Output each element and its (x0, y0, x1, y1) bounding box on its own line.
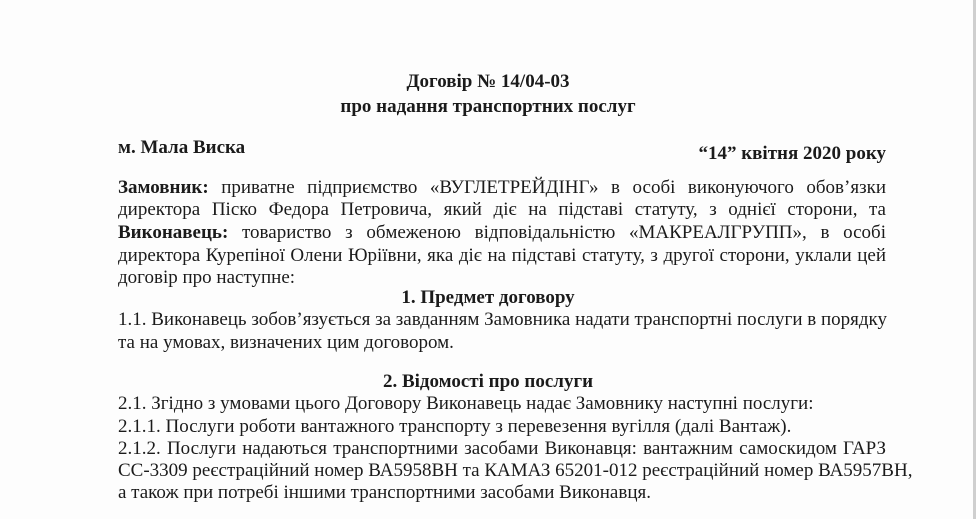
contractor-label: Виконавець: (118, 222, 229, 243)
section-2-heading: 2. Відомості про послуги (382, 371, 594, 392)
preamble-line-2: директора Піско Федора Петровича, який діє на підставі статуту, з однієї сторони, та (118, 199, 886, 220)
clause-2-1-2-line-2: СС-3309 реєстраційний номер ВА5958ВН та КАМАЗ 65201-012 реєстраційний номер ВА5957ВН, (118, 460, 913, 481)
preamble-line-4: директора Курепіної Олени Юріївни, яка діє на підставі статуту, з другої сторони, уклали цей (118, 245, 886, 266)
customer-text: приватне підприємство «ВУГЛЕТРЕЙДІНГ» в особі виконуючого обов’язки (221, 177, 886, 198)
clause-2-1-2-line-1: 2.1.2. Послуги надаються транспортними засобами Виконавця: вантажним самоскидом ГАРЗ (118, 438, 886, 459)
clause-2-1-1: 2.1.1. Послуги роботи вантажного транспорту з перевезення вугілля (далі Вантаж). (118, 416, 792, 437)
clause-2-1: 2.1. Згідно з умовами цього Договору Виконавець надає Замовнику наступні послуги: (118, 393, 814, 414)
contract-subtitle: про надання транспортних послуг (340, 96, 636, 117)
contract-date: “14” квітня 2020 року (698, 143, 886, 164)
contract-city: м. Мала Виска (118, 137, 246, 158)
contract-title: Договір № 14/04-03 (406, 71, 570, 92)
clause-2-1-2-line-3: а також при потребі іншими транспортними засобами Виконавця. (118, 482, 651, 503)
contractor-text: товариство з обмеженою відповідальністю «МАКРЕАЛГРУПП», в особі (241, 222, 886, 243)
clause-1-1-line-1: 1.1. Виконавець зобов’язується за завданням Замовника надати транспортні послуги в порядку (118, 309, 888, 330)
preamble-line-3 (118, 222, 886, 244)
customer-label: Замовник: (118, 177, 209, 198)
clause-1-1-line-2: та на умовах, визначених цим договором. (118, 332, 454, 353)
preamble-line-5: договір про наступне: (118, 267, 296, 288)
section-1-heading: 1. Предмет договору (401, 287, 575, 308)
preamble-line-1 (118, 177, 886, 199)
